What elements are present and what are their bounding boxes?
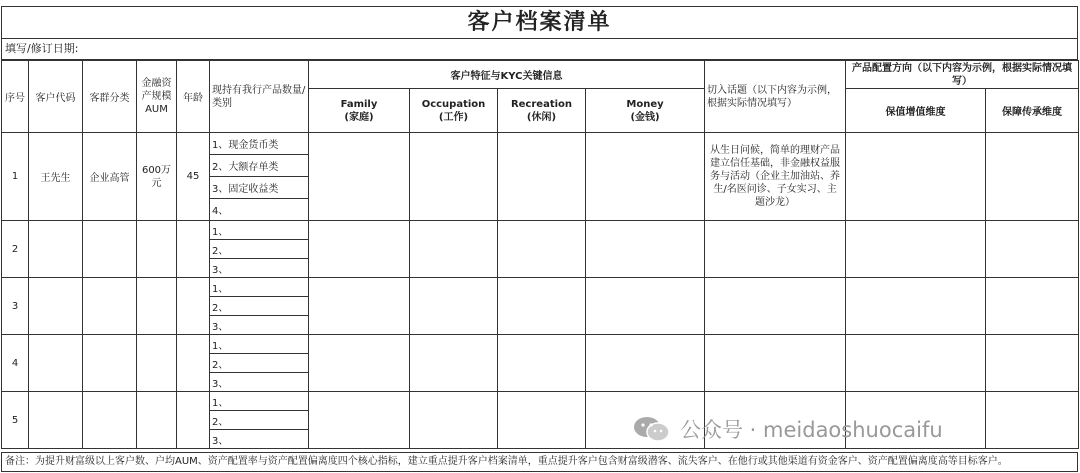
cell-product-item: 1、 xyxy=(210,278,309,297)
cell-product-item: 2、 xyxy=(210,297,309,316)
cell-product-item: 4、 xyxy=(210,199,309,221)
cell-occupation xyxy=(410,221,498,278)
cell-alloc-protect xyxy=(986,335,1079,392)
cell-alloc-protect xyxy=(986,133,1079,221)
cell-occupation xyxy=(410,335,498,392)
cell-seq: 5 xyxy=(2,392,29,449)
cell-product-item: 3、 xyxy=(210,259,309,278)
cell-topic xyxy=(705,335,846,392)
cell-money xyxy=(586,335,705,392)
header-age: 年龄 xyxy=(177,61,210,133)
cell-customer-code: 王先生 xyxy=(29,133,83,221)
cell-money xyxy=(586,278,705,335)
cell-topic: 从生日问候，简单的理财产品建立信任基础，非金融权益服务与活动（企业主加油站、养生/名医问诊、子女实习、主题沙龙） xyxy=(705,133,846,221)
cell-alloc-protect xyxy=(986,392,1079,449)
cell-group: 企业高管 xyxy=(83,133,137,221)
cell-product-item: 1、 xyxy=(210,221,309,240)
cell-product-item: 1、现金货币类 xyxy=(210,133,309,155)
wechat-icon xyxy=(632,415,672,443)
cell-occupation xyxy=(410,392,498,449)
cell-alloc-protect xyxy=(986,278,1079,335)
cell-occupation xyxy=(410,278,498,335)
header-code: 客户代码 xyxy=(29,61,83,133)
cell-recreation xyxy=(498,133,586,221)
cell-age xyxy=(177,278,210,335)
cell-product-item: 2、大额存单类 xyxy=(210,155,309,177)
cell-alloc-value xyxy=(846,221,986,278)
cell-group xyxy=(83,221,137,278)
cell-customer-code xyxy=(29,335,83,392)
header-occupation: Occupation (工作) xyxy=(410,89,498,133)
cell-alloc-protect xyxy=(986,221,1079,278)
cell-aum xyxy=(137,392,177,449)
cell-aum xyxy=(137,221,177,278)
header-aum: 金融资产规模AUM xyxy=(137,61,177,133)
cell-seq: 1 xyxy=(2,133,29,221)
cell-age xyxy=(177,335,210,392)
cell-aum xyxy=(137,278,177,335)
table-row xyxy=(2,133,1079,155)
cell-family xyxy=(309,335,410,392)
cell-occupation xyxy=(410,133,498,221)
watermark-text: 公众号 · meidaoshuocaifu xyxy=(680,418,943,442)
cell-product-item: 2、 xyxy=(210,411,309,430)
cell-family xyxy=(309,278,410,335)
cell-recreation xyxy=(498,221,586,278)
cell-topic xyxy=(705,221,846,278)
watermark xyxy=(632,414,943,444)
header-topic: 切入话题（以下内容为示例，根据实际情况填写） xyxy=(705,61,846,133)
cell-product-item: 2、 xyxy=(210,354,309,373)
cell-product-item: 1、 xyxy=(210,335,309,354)
cell-aum: 600万元 xyxy=(137,133,177,221)
header-money: Money (金钱) xyxy=(586,89,705,133)
header-seq: 序号 xyxy=(2,61,29,133)
customer-table xyxy=(1,60,1079,449)
cell-recreation xyxy=(498,392,586,449)
cell-product-item: 3、 xyxy=(210,316,309,335)
cell-alloc-value xyxy=(846,335,986,392)
table-row xyxy=(2,278,1079,297)
cell-group xyxy=(83,278,137,335)
header-alloc-value: 保值增值维度 xyxy=(846,89,986,133)
cell-seq: 3 xyxy=(2,278,29,335)
sheet-title: 客户档案清单 xyxy=(1,6,1078,39)
cell-seq: 4 xyxy=(2,335,29,392)
header-recreation: Recreation (休闲) xyxy=(498,89,586,133)
cell-money xyxy=(586,133,705,221)
cell-age xyxy=(177,221,210,278)
cell-recreation xyxy=(498,335,586,392)
cell-seq: 2 xyxy=(2,221,29,278)
fill-date-label: 填写/修订日期: xyxy=(1,38,1078,60)
cell-family xyxy=(309,221,410,278)
header-group: 客群分类 xyxy=(83,61,137,133)
cell-money xyxy=(586,221,705,278)
table-row xyxy=(2,335,1079,354)
cell-product-item: 1、 xyxy=(210,392,309,411)
cell-group xyxy=(83,392,137,449)
header-products: 现持有我行产品数量/类别 xyxy=(210,61,309,133)
header-alloc: 产品配置方向（以下内容为示例，根据实际情况填写） xyxy=(846,61,1079,89)
table-row xyxy=(2,221,1079,240)
cell-family xyxy=(309,133,410,221)
cell-aum xyxy=(137,335,177,392)
header-family: Family (家庭) xyxy=(309,89,410,133)
cell-alloc-value xyxy=(846,133,986,221)
cell-group xyxy=(83,335,137,392)
cell-customer-code xyxy=(29,392,83,449)
cell-topic xyxy=(705,278,846,335)
cell-recreation xyxy=(498,278,586,335)
header-alloc-protect: 保障传承维度 xyxy=(986,89,1079,133)
header-kyc: 客户特征与KYC关键信息 xyxy=(309,61,705,89)
cell-product-item: 3、 xyxy=(210,373,309,392)
cell-product-item: 2、 xyxy=(210,240,309,259)
cell-age xyxy=(177,392,210,449)
footnote: 备注：为提升财富级以上客户数、户均AUM、资产配置率与资产配置偏离度四个核心指标，建立重点提升客户档案清单，重点提升客户包含财富级潜客、流失客户、在他行或其他渠道有资金客户、资产配置偏离度高等目标客户。 xyxy=(1,452,1078,472)
cell-product-item: 3、固定收益类 xyxy=(210,177,309,199)
cell-product-item: 3、 xyxy=(210,430,309,449)
cell-customer-code xyxy=(29,278,83,335)
table-row xyxy=(2,392,1079,411)
cell-customer-code xyxy=(29,221,83,278)
cell-alloc-value xyxy=(846,278,986,335)
cell-age: 45 xyxy=(177,133,210,221)
cell-family xyxy=(309,392,410,449)
